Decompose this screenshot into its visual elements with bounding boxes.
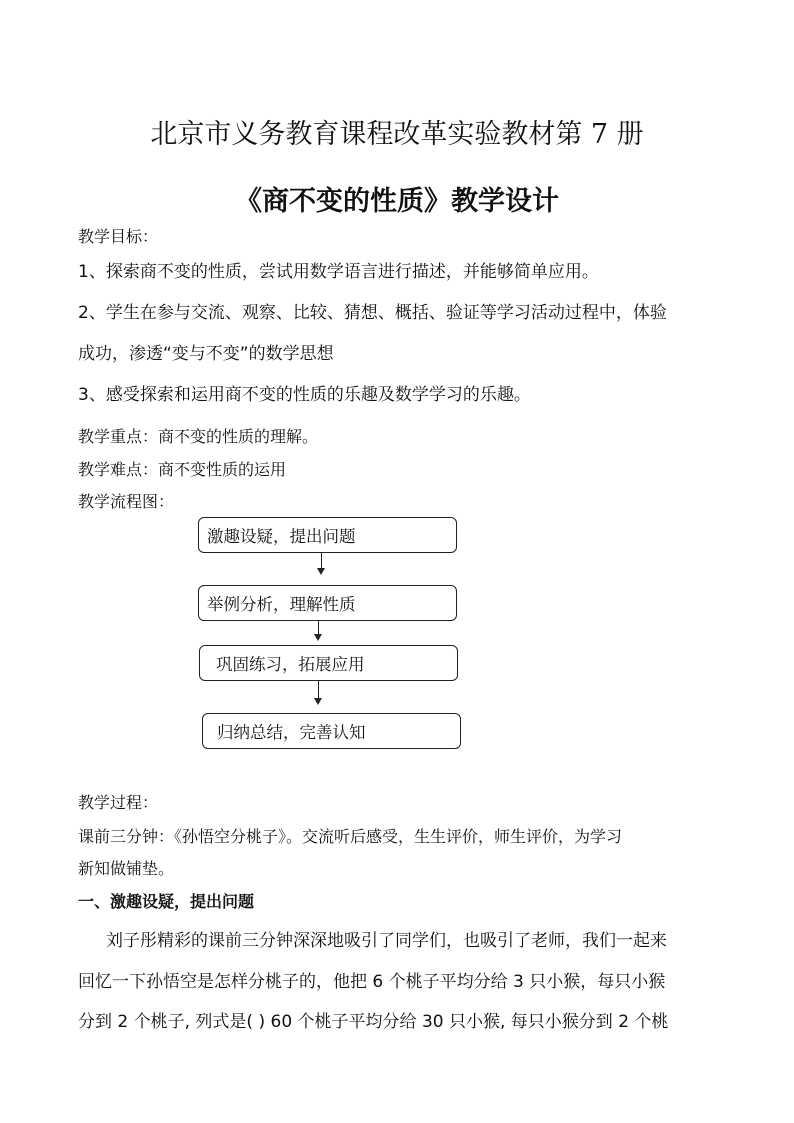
document-subtitle: 《商不变的性质》教学设计 <box>235 186 559 217</box>
flow-heading: 教学流程图： <box>78 492 175 511</box>
objective-item: 3、感受探索和运用商不变的性质的乐趣及数学学习的乐趣。 <box>78 385 531 405</box>
section-1-line: 刘子彤精彩的课前三分钟深深地吸引了同学们，也吸引了老师，我们一起来 <box>106 931 667 951</box>
flow-step-label: 激趣设疑，提出问题 <box>207 527 356 546</box>
flow-step-label: 举例分析，理解性质 <box>207 595 356 614</box>
flow-arrow <box>318 621 319 635</box>
document-title: 北京市义务教育课程改革实验教材第 7 册 <box>150 119 644 150</box>
flow-arrowhead <box>314 634 322 641</box>
objective-item: 2、学生在参与交流、观察、比较、猜想、概括、验证等学习活动过程中，体验 <box>78 303 667 323</box>
objectives-heading: 教学目标： <box>78 227 159 246</box>
objective-item: 1、探索商不变的性质，尝试用数学语言进行描述，并能够简单应用。 <box>78 262 599 282</box>
flow-arrow <box>318 681 319 699</box>
process-intro-line: 课前三分钟：《孙悟空分桃子》。交流听后感受，生生评价，师生评价，为学习 <box>78 827 623 846</box>
flow-step-label: 归纳总结，完善认知 <box>217 723 366 742</box>
process-intro-line: 新知做铺垫。 <box>78 859 175 878</box>
objective-item: 成功，渗透“变与不变”的数学思想 <box>78 344 334 364</box>
flow-step-2 <box>198 585 457 621</box>
flow-step-label: 巩固练习，拓展应用 <box>216 655 365 674</box>
difficulty: 教学难点：商不变性质的运用 <box>78 460 287 479</box>
section-1-line: 分到 2 个桃子, 列式是( ) 60 个桃子平均分给 30 只小猴, 每只小猴分到 2 个桃 <box>78 1012 669 1032</box>
process-heading: 教学过程： <box>78 793 159 812</box>
flow-step-1 <box>198 517 457 553</box>
flow-arrowhead <box>314 698 322 705</box>
key-point: 教学重点：商不变的性质的理解。 <box>78 427 319 446</box>
section-1-title: 一、激趣设疑，提出问题 <box>78 892 255 911</box>
flow-arrow <box>321 553 322 569</box>
flow-step-4 <box>202 713 461 749</box>
section-1-line: 回忆一下孙悟空是怎样分桃子的，他把 6 个桃子平均分给 3 只小猴，每只小猴 <box>78 972 666 992</box>
flow-arrowhead <box>317 568 325 575</box>
flow-step-3 <box>199 645 458 681</box>
